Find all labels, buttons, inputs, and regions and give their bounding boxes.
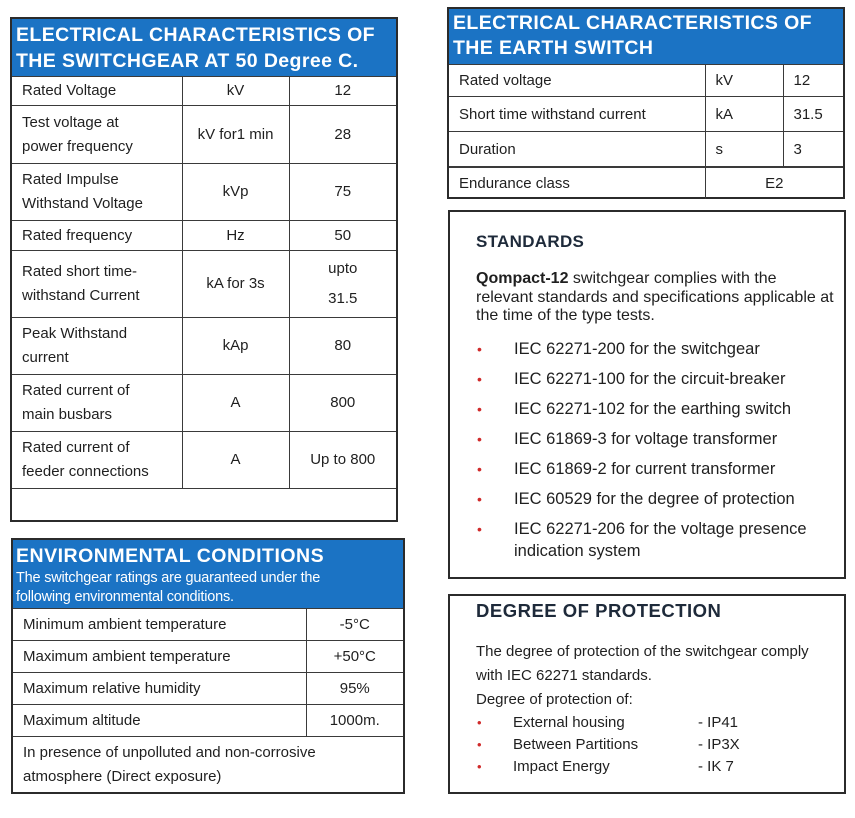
table-row <box>12 375 396 432</box>
switchgear-header <box>12 19 396 76</box>
param-text: Rated current of <box>22 439 130 456</box>
table-row <box>13 609 403 641</box>
param-text: Test voltage at <box>22 113 119 131</box>
value-text: upto <box>328 260 358 277</box>
param-cell <box>12 106 182 164</box>
param-cell: Minimum ambient temperature <box>13 609 306 641</box>
table-row <box>449 132 843 167</box>
bullet-icon: • <box>477 759 482 774</box>
protection-title: DEGREE OF PROTECTION <box>476 600 722 621</box>
table-row <box>12 432 396 489</box>
param-cell <box>12 251 182 318</box>
table-row <box>12 251 396 318</box>
param-text: Rated Impulse <box>22 171 119 188</box>
value-text: 50 <box>334 226 352 244</box>
value-cell <box>289 318 396 375</box>
environment-note <box>13 737 403 793</box>
protection-item <box>476 734 844 756</box>
value-cell: +50°C <box>306 641 403 673</box>
unit-cell: kAp <box>182 318 289 375</box>
table-row <box>13 705 403 737</box>
table-row <box>12 77 396 106</box>
param-text: Rated short time- <box>22 263 138 280</box>
bullet-icon: • <box>477 520 482 537</box>
protection-item <box>476 712 844 734</box>
protection-item-name: External housing <box>513 714 625 731</box>
protection-text: The degree of protection of the switchgear comply <box>476 643 809 660</box>
unit-cell: kV for1 min <box>182 106 289 164</box>
param-cell: Short time withstand current <box>449 97 705 132</box>
value-cell: E2 <box>705 168 843 199</box>
earth-switch-header <box>449 9 843 64</box>
table-row <box>12 106 396 164</box>
degree-of-protection-panel <box>448 594 846 794</box>
unit-cell: Hz <box>182 221 289 251</box>
param-cell <box>12 432 182 489</box>
list-item <box>476 488 844 511</box>
value-cell <box>289 251 396 318</box>
standards-title: STANDARDS <box>476 232 585 251</box>
environment-title: ENVIRONMENTAL CONDITIONS <box>16 545 325 567</box>
param-cell: Rated voltage <box>449 65 705 97</box>
param-text: power frequency <box>22 137 133 155</box>
earth-switch-title-line2: THE EARTH SWITCH <box>453 37 654 59</box>
standard-text: IEC 61869-2 for current transformer <box>514 459 776 478</box>
note-text: In presence of unpolluted and non-corrosive <box>23 743 316 761</box>
standard-text: IEC 60529 for the degree of protection <box>514 489 795 508</box>
list-item <box>476 428 844 451</box>
protection-item-name: Between Partitions <box>513 736 639 753</box>
param-cell: Maximum relative humidity <box>13 673 306 705</box>
bullet-icon: • <box>477 370 482 387</box>
switchgear-title-line1: ELECTRICAL CHARACTERISTICS OF <box>16 24 375 46</box>
environmental-conditions-panel <box>11 538 405 794</box>
protection-item <box>476 756 844 778</box>
param-cell <box>12 318 182 375</box>
note-text: atmosphere (Direct exposure) <box>23 767 222 785</box>
param-text: Withstand Voltage <box>22 195 143 212</box>
unit-cell: kA for 3s <box>182 251 289 318</box>
value-cell <box>289 221 396 251</box>
intro-text: switchgear complies with the relevant standards and specifications applicable at the time of the type tests. <box>476 270 834 324</box>
value-text: 31.5 <box>328 290 358 307</box>
standards-panel <box>448 210 846 579</box>
unit-cell: kV <box>705 65 783 97</box>
standard-text: IEC 62271-200 for the switchgear <box>514 339 760 358</box>
protection-item-value: - IP41 <box>698 714 739 731</box>
environment-subtitle-line2: following environmental conditions. <box>16 589 234 605</box>
protection-item-value: - IP3X <box>698 736 740 753</box>
param-cell <box>12 164 182 221</box>
value-cell: -5°C <box>306 609 403 641</box>
table-row <box>12 164 396 221</box>
switchgear-table <box>12 76 396 489</box>
table-row <box>13 737 403 793</box>
param-cell: Duration <box>449 132 705 167</box>
environment-subtitle-line1: The switchgear ratings are guaranteed under the <box>16 570 321 586</box>
value-cell <box>289 106 396 164</box>
value-cell: 3 <box>783 132 843 167</box>
param-cell: Endurance class <box>449 168 705 199</box>
list-item <box>476 518 844 563</box>
list-item <box>476 368 844 391</box>
list-item <box>476 338 844 361</box>
bullet-icon: • <box>477 490 482 507</box>
table-row <box>13 641 403 673</box>
value-text: 800 <box>330 394 356 411</box>
param-cell: Maximum ambient temperature <box>13 641 306 673</box>
param-text: withstand Current <box>22 287 140 304</box>
value-cell <box>289 375 396 432</box>
endurance-table <box>449 167 843 199</box>
bullet-icon: • <box>477 430 482 447</box>
value-cell <box>289 77 396 106</box>
bullet-icon: • <box>477 340 482 357</box>
protection-text: Degree of protection of: <box>476 691 633 708</box>
standards-list <box>476 338 844 563</box>
bullet-icon: • <box>477 715 482 730</box>
unit-cell: A <box>182 432 289 489</box>
value-cell <box>289 432 396 489</box>
table-row <box>449 168 843 199</box>
unit-cell: A <box>182 375 289 432</box>
value-cell: 95% <box>306 673 403 705</box>
param-text: current <box>22 349 69 366</box>
bullet-icon: • <box>477 460 482 477</box>
value-text: 80 <box>334 337 352 354</box>
protection-text: with IEC 62271 standards. <box>476 667 652 684</box>
list-item <box>476 398 844 421</box>
param-text: Rated Voltage <box>22 82 117 99</box>
standard-text: IEC 62271-206 for the voltage presence indication system <box>514 519 807 560</box>
standards-intro <box>476 270 836 326</box>
param-cell: Maximum altitude <box>13 705 306 737</box>
param-cell <box>12 221 182 251</box>
param-text: Rated frequency <box>22 226 133 244</box>
standard-text: IEC 62271-100 for the circuit-breaker <box>514 369 786 388</box>
value-cell <box>289 164 396 221</box>
table-row <box>449 65 843 97</box>
value-cell: 1000m. <box>306 705 403 737</box>
bullet-icon: • <box>477 737 482 752</box>
table-row <box>12 318 396 375</box>
environment-table <box>13 608 403 793</box>
protection-item-name: Impact Energy <box>513 758 610 775</box>
earth-switch-table <box>449 64 843 167</box>
param-cell <box>12 375 182 432</box>
list-item <box>476 458 844 481</box>
param-cell <box>12 77 182 106</box>
param-text: feeder connections <box>22 463 149 480</box>
switchgear-characteristics-panel <box>10 17 398 522</box>
unit-cell: s <box>705 132 783 167</box>
table-row <box>12 221 396 251</box>
table-row <box>449 97 843 132</box>
earth-switch-panel <box>447 7 845 199</box>
product-name: Qompact-12 <box>476 270 569 287</box>
unit-cell: kV <box>182 77 289 106</box>
standard-text: IEC 62271-102 for the earthing switch <box>514 399 791 418</box>
unit-cell: kVp <box>182 164 289 221</box>
param-text: Rated current of <box>22 382 130 399</box>
earth-switch-title-line1: ELECTRICAL CHARACTERISTICS OF <box>453 12 812 34</box>
value-cell: 12 <box>783 65 843 97</box>
switchgear-title-line2: THE SWITCHGEAR AT 50 Degree C. <box>16 50 359 72</box>
environment-header <box>13 540 403 608</box>
bullet-icon: • <box>477 400 482 417</box>
table-row <box>13 673 403 705</box>
param-text: main busbars <box>22 406 113 423</box>
value-text: Up to 800 <box>310 451 376 468</box>
value-cell: 31.5 <box>783 97 843 132</box>
protection-item-value: - IK 7 <box>698 758 734 775</box>
value-text: 28 <box>334 125 352 143</box>
param-text: Peak Withstand <box>22 325 128 342</box>
value-text: 75 <box>334 183 352 200</box>
unit-cell: kA <box>705 97 783 132</box>
value-text: 12 <box>334 82 352 99</box>
standard-text: IEC 61869-3 for voltage transformer <box>514 429 778 448</box>
protection-body <box>476 640 838 712</box>
